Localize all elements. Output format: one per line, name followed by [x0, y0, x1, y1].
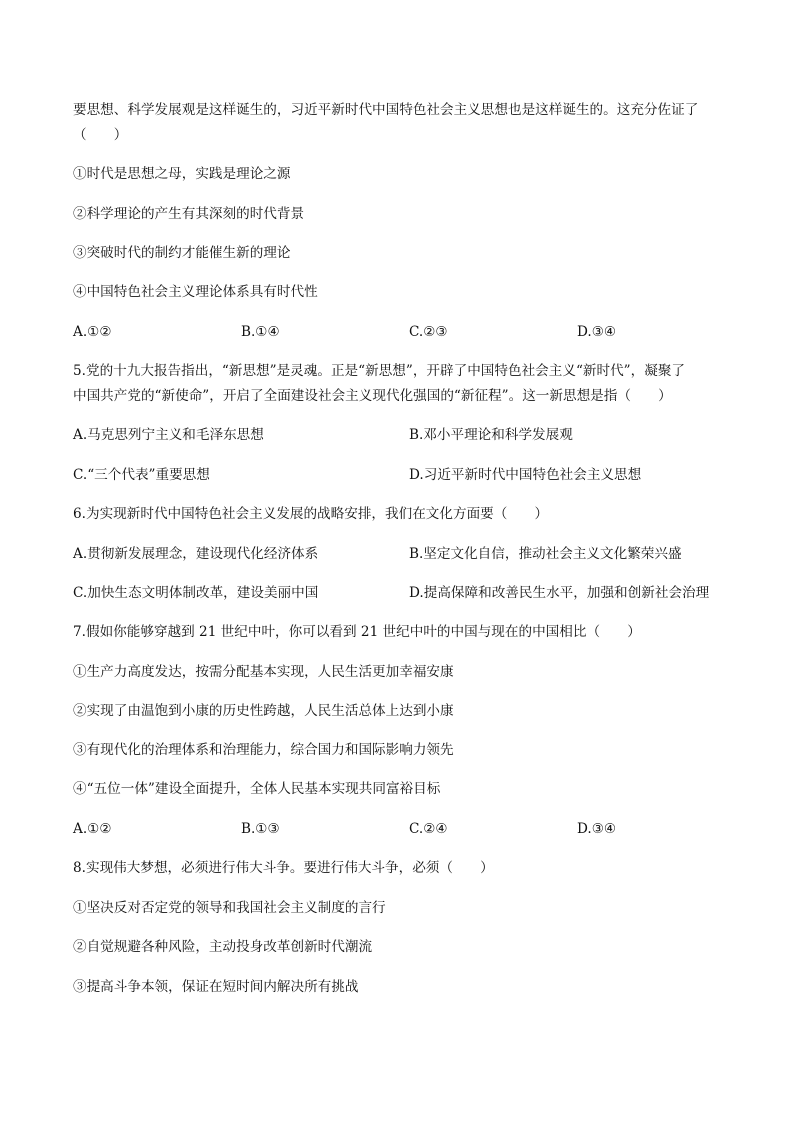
question-5-option-d: D.习近平新时代中国特色社会主义思想	[409, 467, 642, 483]
question-6-option-c: C.加快生态文明体制改革，建设美丽中国	[73, 585, 319, 601]
question-5-stem-line1: 5.党的十九大报告指出，“新思想”是灵魂。正是“新思想”，开辟了中国特色社会主义“新时代”，凝聚了	[73, 363, 686, 379]
question-4-option-d: D.③④	[577, 324, 617, 340]
question-6-option-a: A.贯彻新发展理念，建设现代化经济体系	[73, 546, 319, 562]
question-7-option-b: B.①③	[241, 821, 280, 837]
question-4-item-4: ④中国特色社会主义理论体系具有时代性	[73, 284, 318, 300]
question-8-item-1: ①坚决反对否定党的领导和我国社会主义制度的言行	[73, 900, 386, 916]
question-6-stem: 6.为实现新时代中国特色社会主义发展的战略安排，我们在文化方面要（ ）	[73, 506, 549, 522]
question-4-option-b: B.①④	[241, 324, 280, 340]
question-8-item-2: ②自觉规避各种风险，主动投身改革创新时代潮流	[73, 939, 373, 955]
question-8-stem: 8.实现伟大梦想，必须进行伟大斗争。要进行伟大斗争，必须（ ）	[73, 860, 494, 876]
question-5-option-b: B.邓小平理论和科学发展观	[409, 427, 573, 443]
question-4-item-3: ③突破时代的制约才能催生新的理论	[73, 245, 291, 261]
question-4-item-1: ①时代是思想之母，实践是理论之源	[73, 166, 291, 182]
question-4-option-c: C.②③	[409, 324, 448, 340]
question-4-stem-line1: 要思想、科学发展观是这样诞生的，习近平新时代中国特色社会主义思想也是这样诞生的。这充分佐证了	[73, 102, 699, 118]
question-4-item-2: ②科学理论的产生有其深刻的时代背景	[73, 206, 305, 222]
question-7-item-4: ④“五位一体”建设全面提升，全体人民基本实现共同富裕目标	[73, 781, 441, 797]
question-7-stem: 7.假如你能够穿越到 21 世纪中叶，你可以看到 21 世纪中叶的中国与现在的中国相比（ ）	[73, 624, 641, 640]
question-7-item-2: ②实现了由温饱到小康的历史性跨越，人民生活总体上达到小康	[73, 703, 454, 719]
question-5-stem-line2: 中国共产党的“新使命”，开启了全面建设社会主义现代化强国的“新征程”。这一新思想是指（ ）	[73, 388, 672, 404]
question-7-option-a: A.①②	[73, 821, 112, 837]
question-5-option-c: C.“三个代表”重要思想	[73, 467, 210, 483]
question-7-option-d: D.③④	[577, 821, 617, 837]
question-7-item-3: ③有现代化的治理体系和治理能力，综合国力和国际影响力领先	[73, 742, 454, 758]
question-6-option-b: B.坚定文化自信，推动社会主义文化繁荣兴盛	[409, 546, 682, 562]
question-7-item-1: ①生产力高度发达，按需分配基本实现，人民生活更加幸福安康	[73, 664, 454, 680]
question-4-stem-line2: （ ）	[73, 127, 128, 143]
question-5-option-a: A.马克思列宁主义和毛泽东思想	[73, 427, 264, 443]
question-8-item-3: ③提高斗争本领，保证在短时间内解决所有挑战	[73, 979, 359, 995]
question-4-option-a: A.①②	[73, 324, 112, 340]
question-7-option-c: C.②④	[409, 821, 448, 837]
question-6-option-d: D.提高保障和改善民生水平，加强和创新社会治理	[409, 585, 710, 601]
